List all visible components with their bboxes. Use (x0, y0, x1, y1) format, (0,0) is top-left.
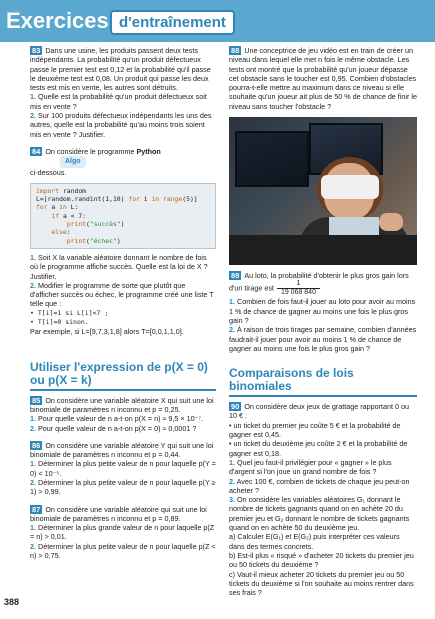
question-number: 1. (30, 92, 36, 102)
exercise-number: 89 (231, 271, 240, 281)
page-subtitle-badge: d'entraînement (110, 10, 235, 35)
bullet: • un ticket du premier jeu coûte 5 € et la probabilité de gagner est 0,45. (229, 420, 401, 440)
question-number: 1. (30, 252, 36, 262)
question-text: Déterminer la plus grande valeur de n pour laquelle p(Z = n) > 0,01. (30, 523, 215, 542)
code-line: print("succès") (66, 220, 125, 229)
section-title: Comparaisons de lois binomiales (229, 367, 417, 397)
question-text: Quel jeu faut-il privilégier pour « gagner » le plus d'argent si l'on joue un grand nombre de fois ? (229, 457, 392, 477)
page-header (0, 0, 435, 42)
exercise-89 (229, 271, 417, 353)
right-column (229, 46, 417, 597)
code-line: for a in L: (36, 203, 79, 212)
question-number: 1. (30, 414, 36, 424)
question-number: 2. (229, 325, 235, 335)
question-text: Pour quelle valeur de n a-t-on p(X = 0) ≈ 0,0001 ? (38, 423, 197, 433)
code-block (30, 183, 216, 249)
page-number: 388 (4, 597, 20, 607)
bullet: • T[i]=1 si L[i]<7 ; (30, 308, 109, 317)
exercise-83 (30, 46, 216, 139)
exercise-text: On considère deux jeux de grattage rapportant 0 ou 10 € : (229, 402, 409, 421)
question-text: Déterminer la plus petite valeur de n pour laquelle p(Z < n) > 0,75. (30, 541, 216, 561)
question-text: Combien de fois faut-il jouer au loto pour avoir au moins 1 % de chance de gagner au moins une fois le plus gros gain ? (229, 297, 416, 325)
vr-headset (321, 175, 379, 199)
fraction (277, 280, 320, 297)
question-number: 1. (229, 297, 235, 307)
section-title: Utiliser l'expression de p(X = 0) ou p(X = k) (30, 361, 216, 391)
algo-badge: Algo (60, 156, 86, 167)
question-number: 2. (30, 541, 36, 551)
question-text: Quelle est la probabilité qu'un produit défectueux soit mis en vente ? (30, 92, 207, 111)
exercise-text: Une conceptrice de jeu vidéo est en train de créer un niveau dans lequel elle met n fois le même obstacle. Les tests ont montré que la probabilité qu'un joueur dépasse cet obstacle sans le toucher est 0,95. Combien d'obstacles pourra-t-elle mettre au maximum dans ce niveau si elle souhaite qu'un joueur ait plus de 50 % de chance de finir le niveau sans toucher l'obstacle ? (229, 46, 417, 111)
desk (229, 235, 417, 265)
question-number: 2. (229, 476, 235, 486)
question-number: 1. (30, 523, 36, 533)
fraction-numerator: 1 (277, 280, 320, 289)
left-column (30, 46, 216, 560)
question-text: Déterminer la plus petite valeur de n pour laquelle p(Y ≥ 1) > 0,99. (30, 477, 216, 497)
exercise-text: On considère une variable aléatoire qui suit une loi binomiale de paramètres n inconnu et p = 0,89. (30, 504, 207, 523)
question-number: 2. (30, 111, 36, 121)
question-text: Sur 100 produits défectueux indépendants les uns des autres, quelle est la probabilité qu'au moins trois soient mis en vente ? Justifier. (30, 111, 212, 139)
code-line: L=[random.randint(1,10) for i in range(5)] (36, 195, 198, 204)
question-text: Modifier le programme de sorte que plutôt que d'afficher succès ou échec, le programme créé une liste T telle que : (30, 280, 214, 309)
question-number: 2. (30, 423, 36, 433)
question-text: Avec 100 €, combien de tickets de chaque jeu peut-on acheter ? (229, 476, 410, 495)
exercise-number: 88 (231, 46, 240, 55)
sub-question: c) Vaut-il mieux acheter 20 tickets du premier jeu ou 50 tickets du deuxième si l'on souhaite au moins rentrer dans ses frais ? (229, 569, 414, 598)
exercise-number: 86 (32, 440, 41, 450)
code-line: else: (51, 228, 71, 237)
sub-question: b) Est-il plus « risqué » d'acheter 20 tickets du premier jeu ou 50 tickets du deuxième ? (229, 550, 414, 570)
exercise-text: Au loto, la probabilité d'obtenir le plus gros gain lors d'un tirage est (229, 271, 409, 293)
question-text: À raison de trois tirages par semaine, combien d'années faudrait-il jouer pour avoir au moins 1 % de chance de gagner au moins une fois le plus gros gain ? (229, 325, 417, 353)
question-text: Déterminer la plus petite valeur de n pour laquelle p(Y = 0) < 10⁻⁵. (30, 459, 216, 478)
exercise-text: On considère le programme (45, 146, 135, 156)
code-line: print("échec") (66, 236, 121, 245)
exercise-number: 83 (32, 46, 41, 55)
exercise-85 (30, 396, 216, 433)
question-number: 2. (30, 280, 36, 290)
fraction-denominator: 19 068 840 (280, 289, 316, 297)
question-text: Pour quelle valeur de n a-t-on p(X = n) ≈ 9,5 × 10⁻⁷. (38, 414, 203, 424)
exercise-87 (30, 505, 216, 561)
exercise-number: 84 (32, 146, 41, 156)
vr-gamer-photo (229, 117, 417, 265)
hand (379, 213, 403, 231)
code-line: if a < 7: (51, 211, 87, 220)
monitor-left (235, 131, 309, 187)
question-text: On considère les variables aléatoires G₁ donnant le nombre de tickets gagnants quand on en achète 20 du premier jeu et G₂ donnant le nombre de tickets gagnants quand on en achète 50 du deuxième jeu. (229, 495, 410, 533)
sub-question: a) Calculer E(G₁) et E(G₂) puis interpréter ces valeurs dans des termes concrets. (229, 532, 400, 551)
exercise-text: Dans une usine, les produits passent deux tests indépendants. La probabilité qu'un produit défectueux passe le premier test est 0,12 et la probabilité qu'il passe le deuxième test est 0,08. Un produit qui passe les deux tests est mis en vente, les autres sont détruits. (30, 46, 211, 93)
bullet: • un ticket du deuxième jeu coûte 2 € et la probabilité de gagner est 0,18. (229, 439, 408, 458)
example-text: Par exemple, si L=[9,7,3,1,8] alors T=[0,0,1,1,0]. (30, 327, 184, 337)
exercise-86 (30, 441, 216, 497)
code-line: import random (36, 186, 87, 195)
exercise-number: 85 (32, 395, 41, 405)
exercise-text: On considère une variable aléatoire X qui suit une loi binomiale de paramètres n inconnu et p = 0,25. (30, 395, 214, 414)
exercise-84 (30, 147, 216, 337)
exercise-text: ci-dessous. (30, 167, 67, 177)
question-text: Soit X la variable aléatoire donnant le nombre de fois où le programme affiche succès. Quelle est la loi de X ? Justifier. (30, 252, 208, 281)
question-number: 2. (30, 477, 36, 487)
bullet: • T[i]=0 sinon. (30, 318, 89, 327)
exercise-number: 87 (32, 504, 41, 514)
exercise-number: 90 (231, 402, 240, 412)
question-number: 1. (30, 459, 36, 469)
question-number: 3. (229, 495, 235, 505)
exercise-90 (229, 402, 417, 597)
exercise-text: On considère une variable aléatoire Y qui suit une loi binomiale de paramètres n inconnu et p = 0,44. (30, 440, 214, 460)
python-label: Python (136, 146, 161, 156)
page-title: Exercices (6, 8, 109, 33)
exercise-88 (229, 46, 417, 111)
question-number: 1. (229, 457, 235, 467)
